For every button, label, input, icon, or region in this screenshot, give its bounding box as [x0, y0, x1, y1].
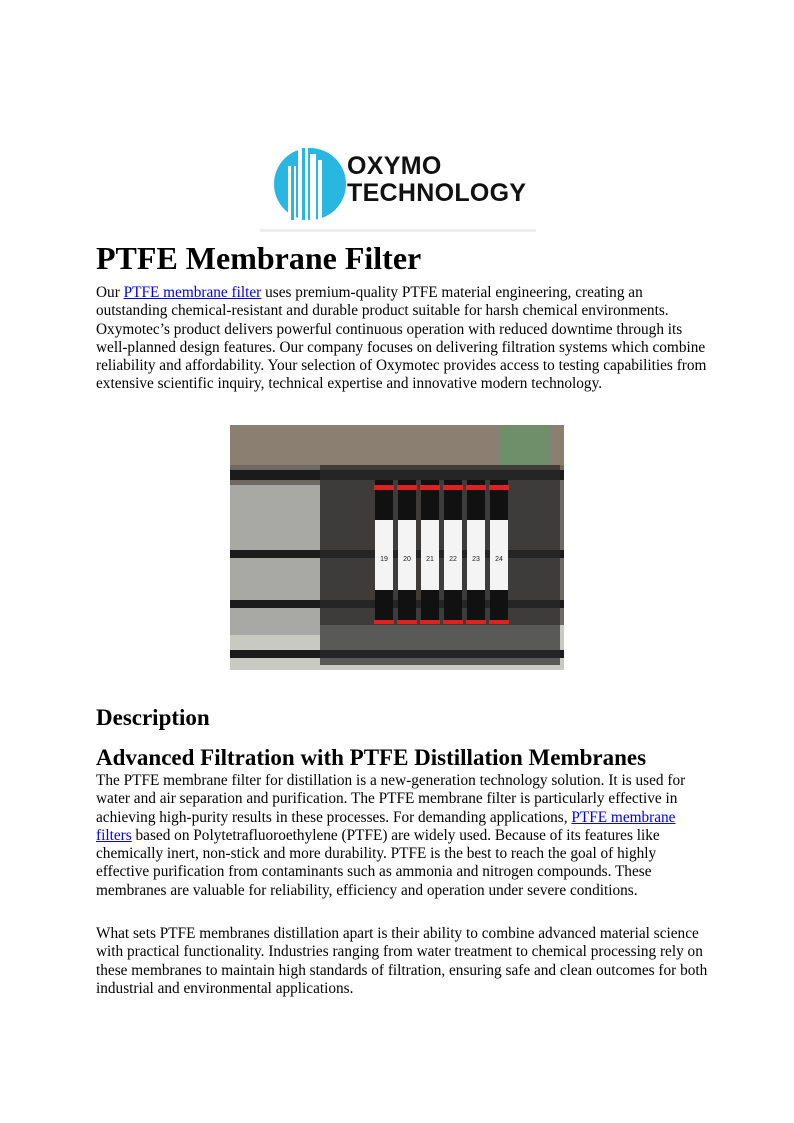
red-valve	[397, 485, 417, 490]
membrane-tube-bottom	[490, 590, 508, 620]
membrane-tube	[467, 520, 485, 590]
logo-line1: OXYMO	[347, 152, 442, 180]
membrane-tube	[444, 520, 462, 590]
membrane-tube	[398, 520, 416, 590]
membrane-tube-bottom	[467, 590, 485, 620]
red-valve	[443, 620, 463, 624]
red-valve	[420, 620, 440, 624]
paragraph-1	[96, 772, 708, 900]
membrane-tube-bottom	[421, 590, 439, 620]
red-valve	[374, 620, 394, 624]
red-valve	[443, 485, 463, 490]
tube-number-label: 23	[472, 556, 480, 563]
logo-text	[347, 153, 526, 207]
tube-number-label: 21	[426, 556, 434, 563]
membrane-tube	[421, 520, 439, 590]
red-valve	[374, 485, 394, 490]
para1-text: The PTFE membrane filter for distillation is a new-generation technology solution. It is used for water and air separation and purification. The PTFE membrane filter is particularly effective in achieving high-purity results in these processes. For demanding applications,	[96, 772, 686, 826]
membrane-system-photo	[230, 425, 564, 670]
membrane-tube-bottom	[375, 590, 393, 620]
paragraph-2: What sets PTFE membranes distillation apart is their ability to combine advanced material science with practical functionality. Industries ranging from water treatment to chemical processing rely on these membranes to maintain high standards of filtration, ensuring safe and clean outcomes for both industrial and environmental applications.	[96, 925, 708, 997]
intro-text: Our	[96, 284, 124, 301]
red-valve	[466, 620, 486, 624]
red-valve	[489, 485, 509, 490]
tube-number-label: 19	[380, 556, 388, 563]
section-subheading: Advanced Filtration with PTFE Distillation Membranes	[96, 745, 647, 770]
red-valve	[420, 485, 440, 490]
description-heading: Description	[96, 705, 210, 730]
red-valve	[466, 485, 486, 490]
ptfe-membrane-filters-link[interactable]: PTFE membrane filters	[96, 808, 676, 844]
tube-number-label: 20	[403, 556, 411, 563]
para1-text-rest: based on Polytetrafluoroethylene (PTFE) are widely used. Because of its features like chemically inert, non-stick and more durability. PTFE is the best to reach the goal of highly effective purification from contaminants such as ammonia and nitrogen compounds. These membranes are valuable for reliability, efficiency and operation under severe conditions.	[96, 826, 660, 899]
intro-paragraph	[96, 284, 708, 394]
red-valve	[397, 620, 417, 624]
logo-icon	[270, 146, 350, 226]
membrane-tube	[490, 520, 508, 590]
red-valve	[489, 620, 509, 624]
membrane-tube-bottom	[444, 590, 462, 620]
page-title: PTFE Membrane Filter	[96, 240, 422, 276]
logo-line2: TECHNOLOGY	[347, 179, 527, 207]
intro-text-rest: uses premium-quality PTFE material engineering, creating an outstanding chemical-resistant and durable product suitable for harsh chemical environments. Oxymotec’s product delivers powerful continuous operation with reduced downtime through its well-planned design features. Our company focuses on delivering filtration systems which combine reliability and affordability. Your selection of Oxymotec provides access to testing capabilities from extensive scientific inquiry, technical expertise and innovative modern technology.	[96, 284, 707, 393]
ptfe-membrane-filter-link[interactable]: PTFE membrane filter	[123, 284, 262, 301]
tube-number-label: 22	[449, 556, 457, 563]
membrane-tube-bottom	[398, 590, 416, 620]
logo-divider	[260, 229, 536, 232]
tube-number-label: 24	[495, 556, 503, 563]
company-logo	[260, 140, 536, 232]
membrane-tube	[375, 520, 393, 590]
